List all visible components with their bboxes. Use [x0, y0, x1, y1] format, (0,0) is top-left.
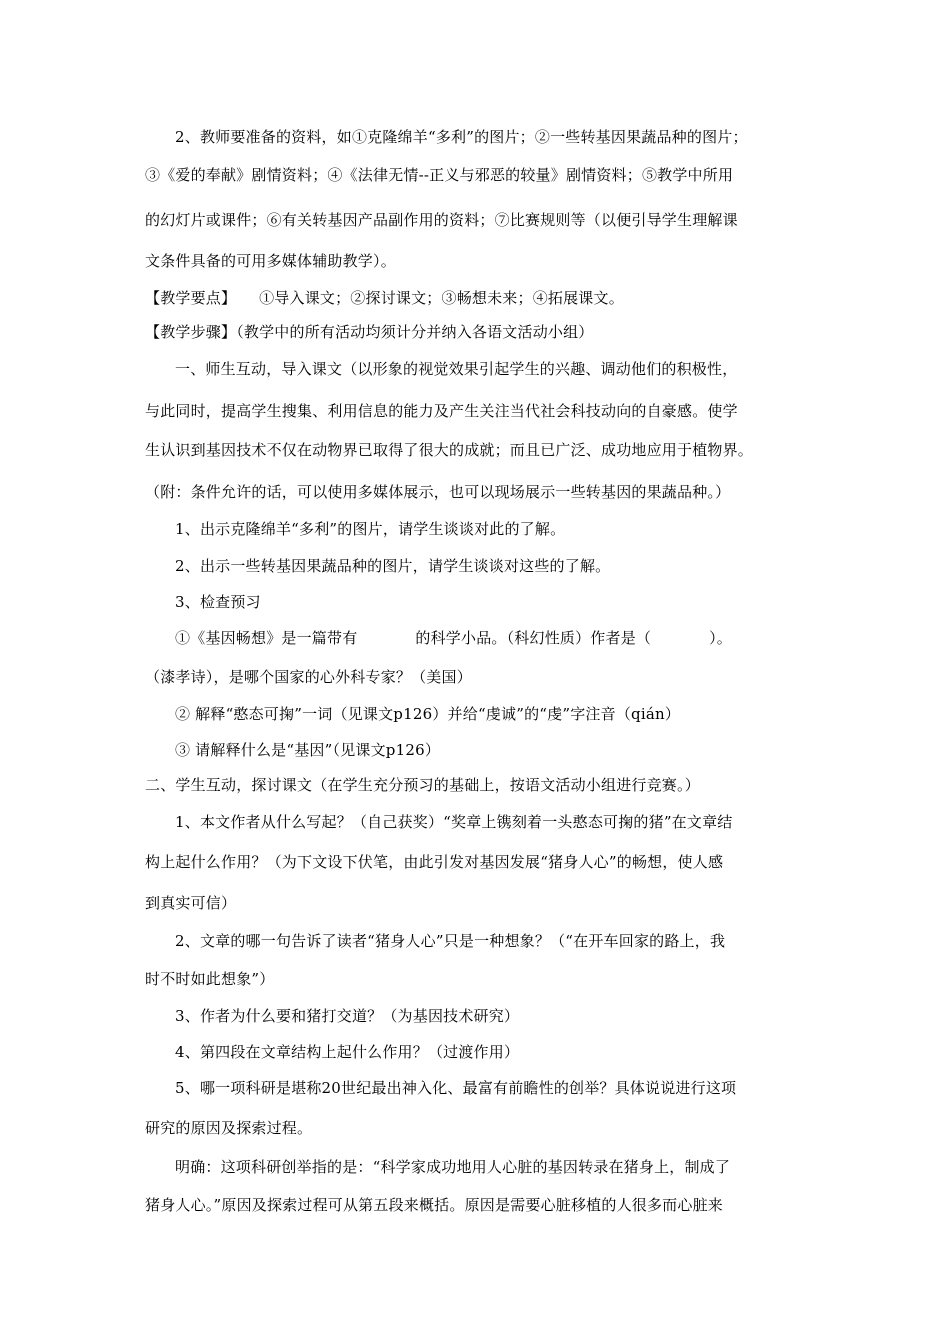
text-line: 的幻灯片或课件；⑥有关转基因产品副作用的资料；⑦比赛规则等（以便引导学生理解课 — [145, 211, 738, 229]
text-line: ③《爱的奉献》剧情资料；④《法律无情--正义与邪恶的较量》剧情资料；⑤教学中所用 — [145, 166, 734, 184]
text-line: 生认识到基因技术不仅在动物界已取得了很大的成就；而且已广泛、成功地应用于植物界。 — [145, 441, 754, 459]
text-line: 4、第四段在文章结构上起什么作用？（过渡作用） — [175, 1043, 520, 1061]
text-line: 明确：这项科研创举指的是：“科学家成功地用人心脏的基因转录在猪身上，制成了 — [175, 1158, 731, 1176]
text-line: 时不时如此想象”） — [145, 970, 275, 988]
text-line: ② 解释“憨态可掬”一词（见课文p126）并给“虔诚”的“虔”字注音（qián） — [175, 705, 681, 723]
text-line: 文条件具备的可用多媒体辅助教学）。 — [145, 252, 396, 270]
text-line: 5、哪一项科研是堪称20世纪最出神入化、最富有前瞻性的创举？具体说说进行这项 — [175, 1079, 737, 1097]
text-line: 一、师生互动，导入课文（以形象的视觉效果引起学生的兴趣、调动他们的积极性， — [175, 360, 738, 378]
text-line: 1、本文作者从什么写起？（自己获奖）“奖章上镌刻着一头憨态可掬的猪”在文章结 — [175, 813, 733, 831]
text-line: 1、出示克隆绵羊“多利”的图片，请学生谈谈对此的了解。 — [175, 520, 566, 538]
text-line: 2、文章的哪一句告诉了读者“猪身人心”只是一种想象？（“在开车回家的路上，我 — [175, 932, 726, 950]
section-heading-teaching-points: 【教学要点】 ①导入课文；②探讨课文；③畅想未来；④拓展课文。 — [145, 289, 624, 307]
text-line: 猪身人心。”原因及探索过程可从第五段来概括。原因是需要心脏移植的人很多而心脏来 — [145, 1196, 723, 1214]
text-line: 构上起什么作用？（为下文设下伏笔，由此引发对基因发展“猪身人心”的畅想，使人感 — [145, 853, 724, 871]
text-line: （漆孝诗），是哪个国家的心外科专家？（美国） — [145, 668, 472, 686]
text-segment: 的科学小品。（科幻性质）作者是（ — [415, 629, 652, 647]
text-line: 2、教师要准备的资料，如①克隆绵羊“多利”的图片；②一些转基因果蔬品种的图片； — [175, 128, 748, 146]
text-line: 3、作者为什么要和猪打交道？（为基因技术研究） — [175, 1007, 520, 1025]
text-line: 2、出示一些转基因果蔬品种的图片，请学生谈谈对这些的了解。 — [175, 557, 611, 575]
text-line: 3、检查预习 — [175, 593, 261, 611]
text-segment: ）。 — [709, 629, 733, 647]
text-line: 与此同时，提高学生搜集、利用信息的能力及产生关注当代社会科技动向的自豪感。使学 — [145, 402, 738, 420]
text-line: 研究的原因及探索过程。 — [145, 1119, 313, 1137]
text-line: ③ 请解释什么是“基因”（见课文p126） — [175, 741, 441, 759]
text-line: 到真实可信） — [145, 894, 237, 912]
text-line: （附：条件允许的话，可以使用多媒体展示，也可以现场展示一些转基因的果蔬品种。） — [145, 483, 731, 501]
text-segment: ①《基因畅想》是一篇带有 — [175, 629, 358, 647]
text-line-with-blanks — [175, 628, 732, 648]
section-heading-discussion: 二、学生互动，探讨课文（在学生充分预习的基础上，按语文活动小组进行竞赛。） — [145, 776, 700, 794]
section-heading-teaching-steps: 【教学步骤】（教学中的所有活动均须计分并纳入各语文活动小组） — [145, 323, 594, 341]
